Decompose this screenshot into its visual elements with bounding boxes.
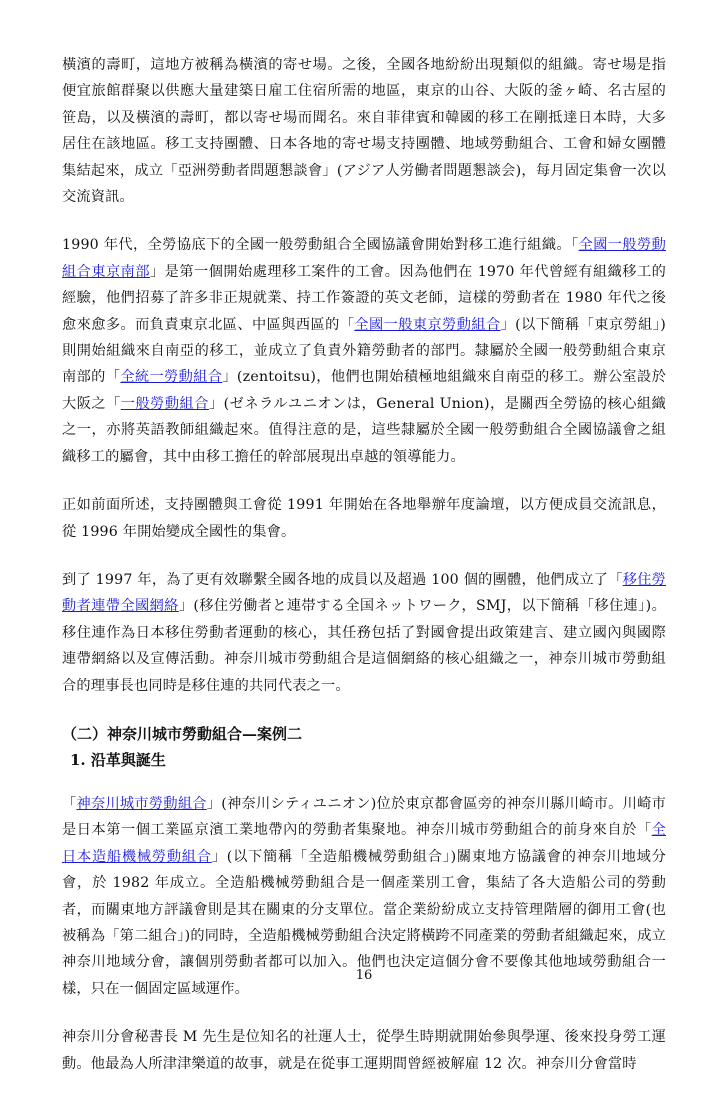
paragraph-p6 [62,1024,666,1077]
hyperlink[interactable]: 移住勞動者連帶全國網絡 [62,571,667,615]
section-heading: （二）神奈川城市勞動組合—案例二 [62,724,303,743]
hyperlink[interactable]: 全統一勞動組合 [120,369,223,386]
text-run: 」(神奈川シティユニオン)位於東京都會區旁的神奈川縣川崎市。川崎市是日本第一個工業區京濱工業地帶內的勞動者集聚地。神奈川城市勞動組合的前身來自於「 [62,795,666,839]
hyperlink[interactable]: 全日本造船機械勞動組合 [62,822,666,865]
text-run: 神奈川分會秘書長 M 先生是位知名的社運人士，從學生時期就開始參與學運、後來投身勞工運動。他最為人所津津樂道的故事，就是在從事工運期間曾經被解雇 12 次。神奈川分會當時 [62,1029,666,1072]
text-run: 」(移住労働者と連帯する全国ネットワーク，SMJ，以下簡稱「移住連」)。移住連作為日本移住勞動者運動的核心，其任務包括了對國會提出政策建言、建立國內與國際連帶網絡以及宣傳活動。神奈川城市勞動組合是這個網絡的核心組織之一，神奈川城市勞動組合的理事長也同時是移住連的共同代表之一。 [62,598,666,694]
page-number: 16 [355,968,373,983]
text-run: 」(以下簡稱「東京勞組」)則開始組織來自南亞的移工，並成立了負責外籍勞動者的部門。隸屬於全國一般勞動組合東京南部的「 [62,316,666,386]
paragraph-p4 [62,567,666,699]
text-run: 1990 年代，全勞協底下的全國一般勞動組合全國協議會開始對移工進行組織。「 [62,237,579,254]
text-run: 正如前面所述，支持團體與工會從 1991 年開始在各地舉辦年度論壇，以方便成員交流訊息，從 1996 年開始變成全國性的集會。 [62,497,666,540]
text-run: 」(zentoitsu)，他們也開始積極地組織來自南亞的移工。辦公室設於大阪之「 [62,369,666,412]
paragraph-p3 [62,492,666,545]
document-page [62,52,666,1099]
hyperlink[interactable]: 全國一般勞動組合東京南部 [62,237,666,280]
text-run: 橫濱的壽町，這地方被稱為橫濱的寄せ場。之後，全國各地紛紛出現類似的組織。寄せ場是指便宜旅館群聚以供應大量建築日雇工住宿所需的地區，東京的山谷、大阪的釜ヶ崎、名古屋的笹島，以及橫濱的壽町，都以寄せ場而聞名。來自菲律賓和韓國的移工在剛抵達日本時，大多居住在該地區。移工支持團體、日本各地的寄せ場支持團體、地域勞動組合、工會和婦女團體集結起來，成立「亞洲勞動者問題懇談會」(アジア人労働者問題懇談会)，每月固定集會一次以交流資訊。 [62,57,666,206]
text-run: 「 [62,795,77,812]
text-run: 」(以下簡稱「全造船機械勞動組合」)關東地方協議會的神奈川地域分會，於 1982 年成立。全造船機械勞動組合是一個產業別工會，集結了各大造船公司的勞動者，而關東地方評議會則是其在關東的分支單位。當企業紛紛成立支持管理階層的御用工會(也被稱為「第二組合」)的同時，全造船機械勞動組合決定將橫跨不同產業的勞動者組織起來，成立神奈川地域分會，讓個別勞動者都可以加入。他們也決定這個分會不要像其他地域勞動組合一樣，只在一個固定區域運作。 [62,848,666,997]
paragraph-p1 [62,52,666,210]
paragraph-p2 [62,232,666,470]
text-run: 到了 1997 年，為了更有效聯繫全國各地的成員以及超過 100 個的團體，他們成立了「 [62,571,623,588]
subsection-heading: 1. 沿革與誕生 [70,750,166,769]
hyperlink[interactable]: 神奈川城市勞動組合 [76,795,207,812]
body-section-2 [62,791,666,1077]
hyperlink[interactable]: 一般勞動組合 [120,395,209,412]
hyperlink[interactable]: 全國一般東京勞動組合 [354,316,501,333]
body-section-1 [62,52,666,699]
text-run: 」是第一個開始處理移工案件的工會。因為他們在 1970 年代曾經有組織移工的經驗，他們招募了許多非正規就業、持工作簽證的英文老師，這樣的勞動者在 1980 年代之後愈來愈多。而負責東京北區、中區與西區的「 [62,263,666,333]
text-run: 」(ゼネラルユニオンは，General Union)，是關西全勞協的核心組織之一，亦將英語教師組織起來。值得注意的是，這些隸屬於全國一般勞動組合全國協議會之組織移工的屬會，其中由移工擔任的幹部展現出卓越的領導能力。 [62,395,667,465]
